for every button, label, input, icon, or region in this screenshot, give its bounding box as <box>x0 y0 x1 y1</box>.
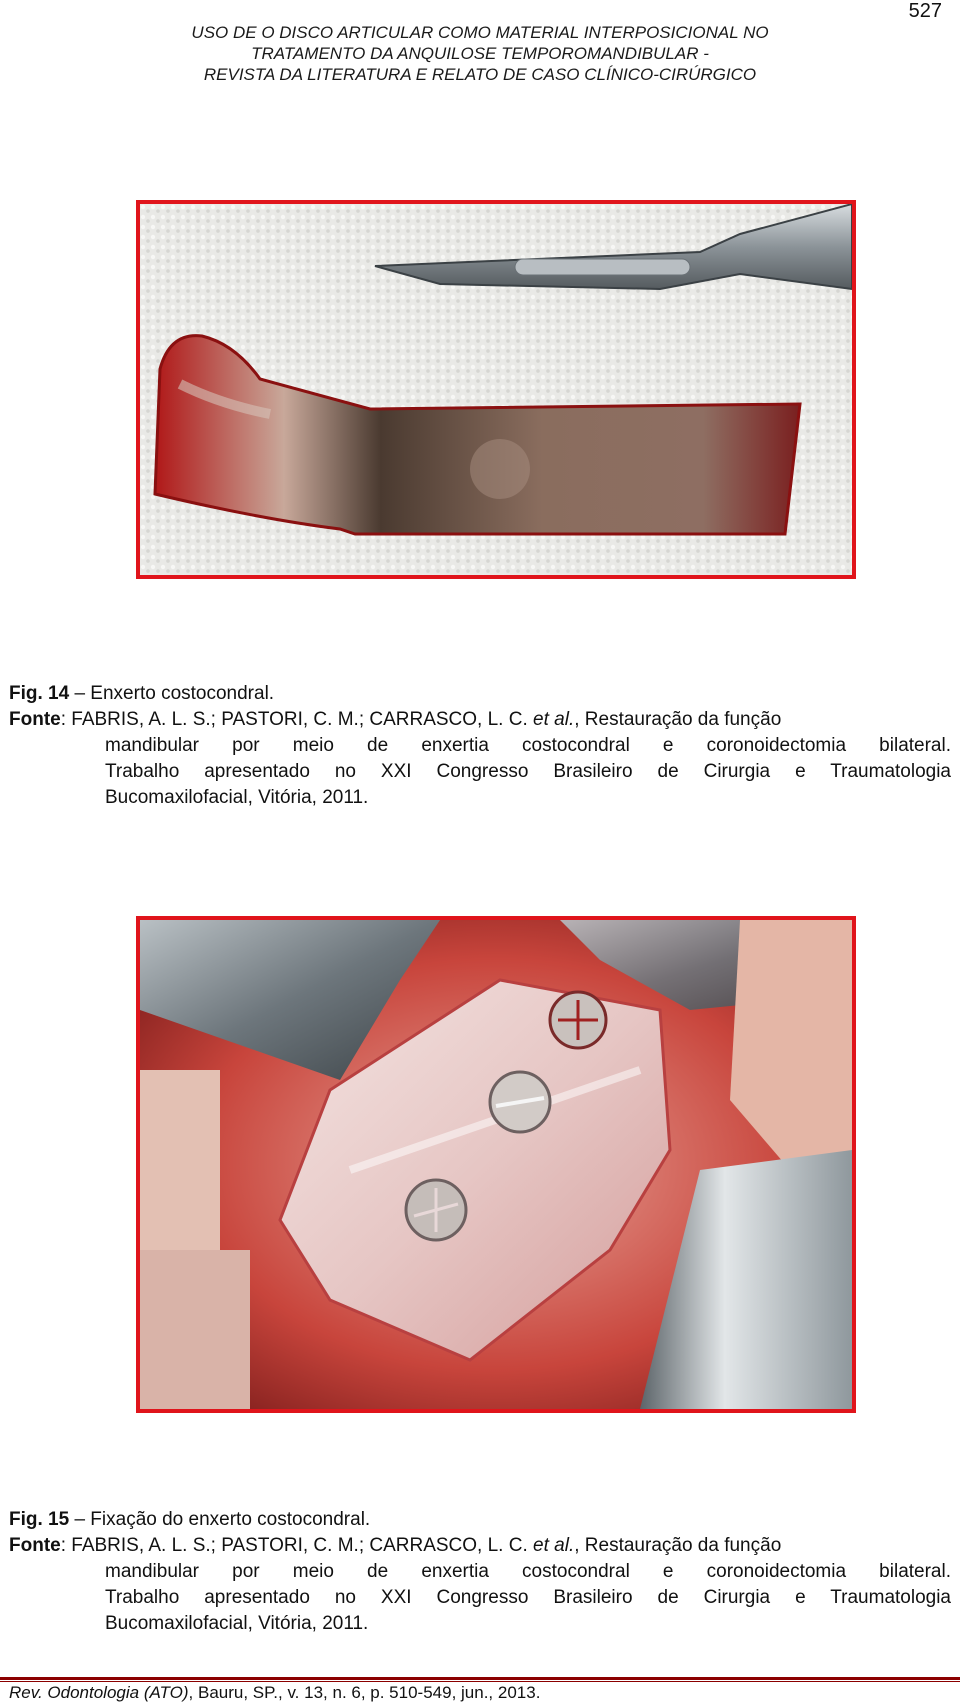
journal-details: , Bauru, SP., v. 13, n. 6, p. 510-549, jun., 2013. <box>188 1683 541 1702</box>
caption-source-continuation: Bucomaxilofacial, Vitória, 2011. <box>105 1613 369 1634</box>
fixation-photo-illustration <box>140 920 852 1409</box>
caption-source-line <box>9 707 951 733</box>
source-et-al: et al. <box>533 1535 575 1556</box>
graft-photo-illustration <box>140 204 852 575</box>
figure-15-caption <box>9 1507 951 1637</box>
caption-source-continuation: mandibular por meio de enxertia costocondral e coronoidectomia bilateral. <box>105 1561 951 1582</box>
source-et-al: et al. <box>533 709 575 730</box>
page-number: 527 <box>908 0 942 22</box>
source-rest: , Restauração da função <box>574 709 782 730</box>
caption-source-continuation: mandibular por meio de enxertia costocondral e coronoidectomia bilateral. <box>105 735 951 756</box>
source-authors: : FABRIS, A. L. S.; PASTORI, C. M.; CARRASCO, L. C. <box>60 709 534 730</box>
screw-icon <box>406 1180 466 1240</box>
screw-icon <box>550 992 606 1048</box>
source-rest: , Restauração da função <box>574 1535 782 1556</box>
figure-14-caption <box>9 681 951 811</box>
screw-icon <box>490 1072 550 1132</box>
source-authors: : FABRIS, A. L. S.; PASTORI, C. M.; CARRASCO, L. C. <box>60 1535 534 1556</box>
figure-label: Fig. 14 <box>9 683 70 704</box>
running-head-line: USO DE O DISCO ARTICULAR COMO MATERIAL INTERPOSICIONAL NO <box>191 23 769 42</box>
caption-source-continuation: Bucomaxilofacial, Vitória, 2011. <box>105 787 369 808</box>
footer-rule <box>0 1681 960 1682</box>
figure-title: – Fixação do enxerto costocondral. <box>69 1509 371 1530</box>
caption-source-continuation: Trabalho apresentado no XXI Congresso Brasileiro de Cirurgia e Traumatologia <box>105 1587 951 1608</box>
journal-name: Rev. Odontologia (ATO) <box>9 1683 189 1702</box>
figure-label: Fig. 15 <box>9 1509 70 1530</box>
running-head-line: REVISTA DA LITERATURA E RELATO DE CASO CLÍNICO-CIRÚRGICO <box>203 65 757 84</box>
caption-title-line <box>9 681 951 707</box>
caption-title-line <box>9 1507 951 1533</box>
footer-rule <box>0 1677 960 1680</box>
caption-source-line <box>9 1533 951 1559</box>
figure-title: – Enxerto costocondral. <box>69 683 275 704</box>
figure-14-photo <box>136 200 856 579</box>
figure-15-photo <box>136 916 856 1413</box>
source-label: Fonte <box>9 709 61 730</box>
source-label: Fonte <box>9 1535 61 1556</box>
running-head <box>140 22 820 85</box>
footer-citation <box>9 1683 540 1703</box>
caption-source-continuation: Trabalho apresentado no XXI Congresso Brasileiro de Cirurgia e Traumatologia <box>105 761 951 782</box>
running-head-line: TRATAMENTO DA ANQUILOSE TEMPOROMANDIBULAR - <box>251 44 709 63</box>
